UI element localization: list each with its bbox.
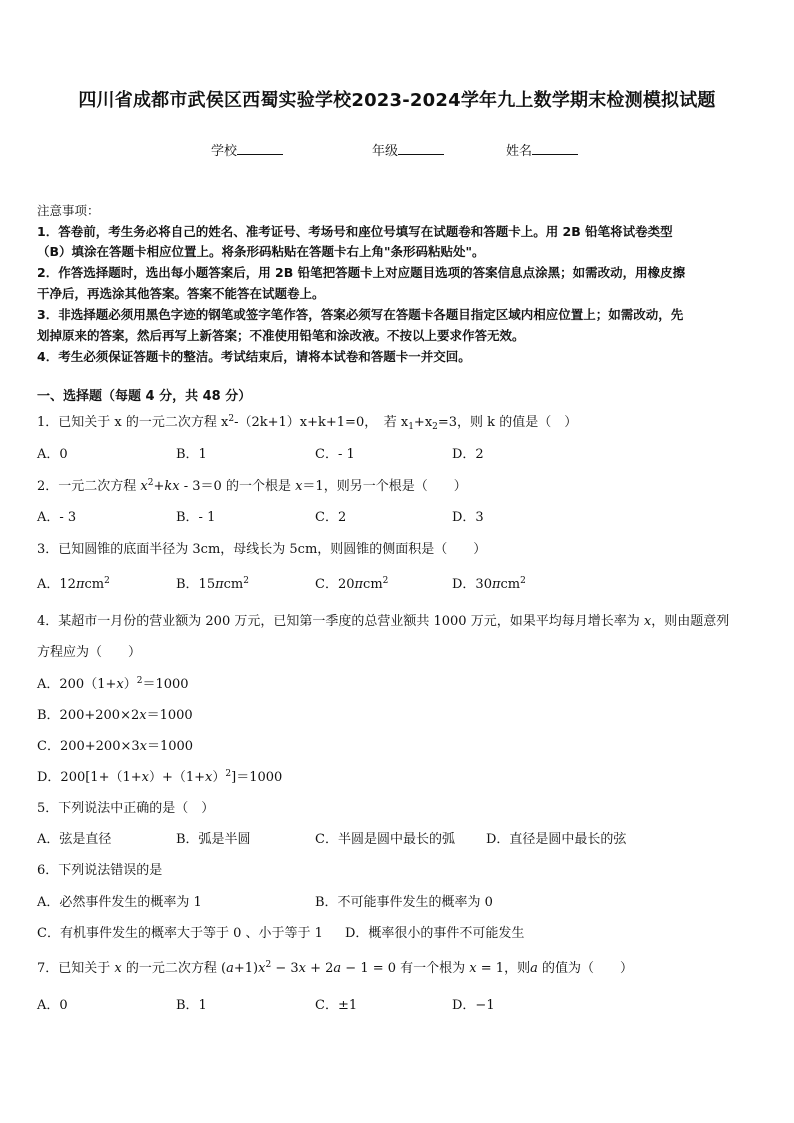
question-1: 1．已知关于 x 的一元二次方程 $x^2-(2k+1)x+k+1=0$， 若 $x_1+x_2=3$，则 k 的值是（ ） xyxy=(37,414,578,432)
q6-option-c[interactable]: C．有机事件发生的概率大于等于 0 、小于等于 1 xyxy=(37,926,323,941)
q3-option-c[interactable]: C．20πcm$^2$ xyxy=(315,576,389,592)
section-heading: 一、选择题（每题 4 分，共 48 分） xyxy=(37,389,252,404)
notice-line: （B）填涂在答题卡相应位置上。将条形码粘贴在答题卡右上角"条形码粘贴处"。 xyxy=(37,244,485,259)
q1-option-a[interactable]: A．0 xyxy=(37,447,68,462)
q1-option-d[interactable]: D．2 xyxy=(452,447,484,462)
grade-blank[interactable] xyxy=(398,142,444,155)
q7-option-c[interactable]: C．±1 xyxy=(315,998,358,1013)
name-blank[interactable] xyxy=(532,142,578,155)
q7-option-a[interactable]: A．0 xyxy=(37,998,68,1013)
question-5: 5．下列说法中正确的是（ ） xyxy=(37,801,215,816)
q5-option-c[interactable]: C．半圆是圆中最长的弧 xyxy=(315,832,455,847)
q2-option-c[interactable]: C．2 xyxy=(315,510,347,525)
q6-option-b[interactable]: B．不可能事件发生的概率为 0 xyxy=(315,895,493,910)
q1-option-c[interactable]: C．- 1 xyxy=(315,447,355,462)
q6-option-a[interactable]: A．必然事件发生的概率为 1 xyxy=(37,895,202,910)
q4-option-d[interactable]: D．$200[1+(1+x)+(1+x)^2]=1000$ xyxy=(37,769,283,785)
q2-option-d[interactable]: D．3 xyxy=(452,510,484,525)
name-field[interactable] xyxy=(506,140,578,159)
notice-heading: 注意事项： xyxy=(37,203,100,218)
q5-option-d[interactable]: D．直径是圆中最长的弦 xyxy=(486,832,627,847)
notice-line: 2．作答选择题时，选出每小题答案后，用 2B 铅笔把答题卡上对应题目选项的答案信息点涂黑；如需改动，用橡皮擦 xyxy=(37,265,686,280)
q3-option-a[interactable]: A．12πcm$^2$ xyxy=(37,576,110,592)
q6-option-d[interactable]: D．概率很小的事件不可能发生 xyxy=(345,926,525,941)
question-2: 2．一元二次方程 $x^2+kx - 3=0$ 的一个根是 x＝1，则另一个根是（ ） xyxy=(37,478,467,494)
question-7: 7．已知关于 x 的一元二次方程 $(a+1)x^2 - 3x + 2a - 1 = 0$ 有一个根为 x = 1，则a 的值为（ ） xyxy=(37,960,633,976)
page-title: 四川省成都市武侯区西蜀实验学校2023-2024学年九上数学期末检测模拟试题 xyxy=(78,90,716,111)
notice-line: 4．考生必须保证答题卡的整洁。考试结束后，请将本试卷和答题卡一并交回。 xyxy=(37,349,471,364)
q2-option-a[interactable]: A．- 3 xyxy=(37,510,77,525)
name-label: 姓名 xyxy=(506,144,533,159)
question-3: 3．已知圆锥的底面半径为 3cm，母线长为 5cm，则圆锥的侧面积是（ ） xyxy=(37,542,487,557)
grade-label: 年级 xyxy=(372,144,399,159)
q5-option-b[interactable]: B．弧是半圆 xyxy=(176,832,251,847)
q7-option-b[interactable]: B．1 xyxy=(176,998,207,1013)
grade-field[interactable] xyxy=(372,140,444,159)
q2-option-b[interactable]: B．- 1 xyxy=(176,510,216,525)
school-label: 学校 xyxy=(211,144,238,159)
q7-option-d[interactable]: D．−1 xyxy=(452,998,495,1013)
q4-option-c[interactable]: C．200+200×3x＝1000 xyxy=(37,739,194,754)
question-6: 6．下列说法错误的是 xyxy=(37,863,163,878)
q5-option-a[interactable]: A．弦是直径 xyxy=(37,832,112,847)
notice-line: 3．非选择题必须用黑色字迹的钢笔或签字笔作答，答案必须写在答题卡各题目指定区域内相应位置上；如需改动，先 xyxy=(37,307,684,322)
notice-line: 干净后，再选涂其他答案。答案不能答在试题卷上。 xyxy=(37,286,325,301)
notice-line: 划掉原来的答案，然后再写上新答案；不准使用铅笔和涂改液。不按以上要求作答无效。 xyxy=(37,328,525,343)
q3-option-d[interactable]: D．30πcm$^2$ xyxy=(452,576,526,592)
school-blank[interactable] xyxy=(237,142,283,155)
question-4-cont: 方程应为（ ） xyxy=(37,645,142,660)
school-field[interactable] xyxy=(211,140,283,159)
q1-option-b[interactable]: B．1 xyxy=(176,447,207,462)
q4-option-b[interactable]: B．200+200×2x＝1000 xyxy=(37,708,193,723)
question-4: 4．某超市一月份的营业额为 200 万元，已知第一季度的总营业额共 1000 万元，如果平均每月增长率为 x，则由题意列 xyxy=(37,614,730,629)
q3-option-b[interactable]: B．15πcm$^2$ xyxy=(176,576,249,592)
q4-option-a[interactable]: A．$200(1+x)^2=1000$ xyxy=(37,676,189,692)
notice-line: 1．答卷前，考生务必将自己的姓名、准考证号、考场号和座位号填写在试题卷和答题卡上。用 2B 铅笔将试卷类型 xyxy=(37,224,673,239)
